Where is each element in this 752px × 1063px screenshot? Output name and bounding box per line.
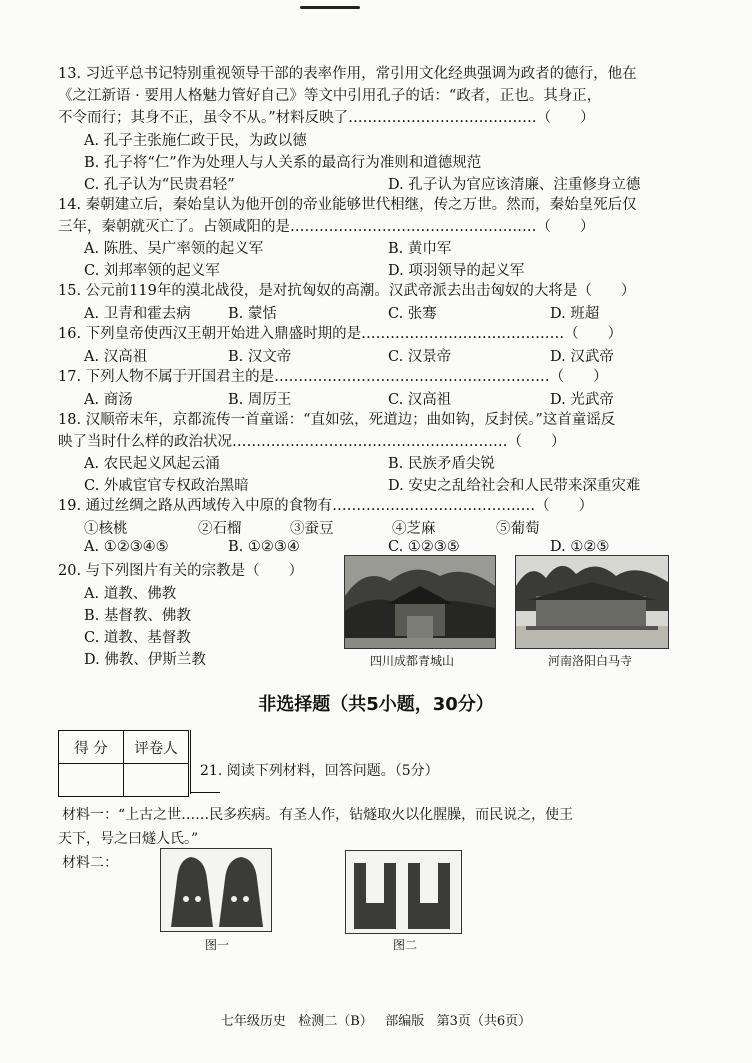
q14-option-a: A. 陈胜、吴广率领的起义军 (84, 241, 264, 257)
question-19 (58, 495, 698, 517)
q16-option-c: C. 汉景帝 (388, 349, 452, 365)
q13-option-c: C. 孔子认为“民贵君轻” (84, 177, 235, 193)
q17-option-a: A. 商汤 (84, 392, 133, 408)
qingcheng-caption: 四川成都青城山 (370, 654, 455, 668)
q17-option-d: D. 光武帝 (550, 392, 614, 408)
q19-option-c: C. ①②③⑤ (388, 539, 460, 555)
q13-option-b: B. 孔子将“仁”作为处理人与人关系的最高行为准则和道德规范 (84, 155, 482, 171)
q16-option-b: B. 汉文帝 (228, 349, 292, 365)
q18-line-2: 映了当时什么样的政治状况…………………………………………………（ ） (58, 434, 566, 450)
question-15 (58, 280, 698, 302)
q15-line-1: 15. 公元前119年的漠北战役，是对抗匈奴的高潮。汉武帝派去出击匈奴的大将是（ ） (58, 283, 636, 299)
q18-line-1: 18. 汉顺帝末年，京都流传一首童谣：“直如弦，死道边；曲如钩，反封侯。”这首童谣反 (58, 412, 616, 428)
q14-line-2: 三年，秦朝就灭亡了。占领咸阳的是……………………………………………（ ） (58, 219, 595, 235)
q15-option-d: D. 班超 (550, 306, 600, 322)
q17-line-1: 17. 下列人物不属于开国君主的是…………………………………………………（ ） (58, 369, 608, 385)
q13-line-3: 不令而行；其身不正，虽令不从。”材料反映了…………………………………（ ） (58, 110, 595, 126)
q19-option-d: D. ①②⑤ (550, 539, 610, 555)
baima-temple-photo (515, 555, 669, 649)
question-13 (58, 63, 698, 129)
score-cell[interactable] (59, 764, 124, 797)
table-bottom-line (190, 792, 220, 793)
q20-option-c: C. 道教、基督教 (84, 630, 191, 646)
q13-option-d: D. 孔子认为官应该清廉、注重修身立德 (388, 177, 641, 193)
q19-item-1: ①核桃 (84, 521, 128, 537)
score-header: 得 分 (59, 731, 124, 764)
question-21-title: 21. 阅读下列材料，回答问题。（5分） (200, 763, 439, 779)
q19-item-3: ③蚕豆 (290, 521, 334, 537)
q19-item-2: ②石榴 (198, 521, 242, 537)
q16-line-1: 16. 下列皇帝使西汉王朝开始进入鼎盛时期的是……………………………………（ ） (58, 326, 623, 342)
table-side-line (190, 730, 191, 794)
q16-option-a: A. 汉高祖 (84, 349, 148, 365)
baima-caption: 河南洛阳白马寺 (548, 654, 633, 668)
q14-option-b: B. 黄巾军 (388, 241, 452, 257)
section-title: 非选择题（共5小题，30分） (258, 694, 494, 715)
q20-line-1: 20. 与下列图片有关的宗教是（ ） (58, 563, 304, 579)
score-table (58, 730, 189, 797)
q18-option-d: D. 安史之乱给社会和人民带来深重灾难 (388, 478, 641, 494)
q16-option-d: D. 汉武帝 (550, 349, 614, 365)
q17-option-b: B. 周厉王 (228, 392, 292, 408)
q19-option-a: A. ①②③④⑤ (84, 539, 169, 555)
q20-option-d: D. 佛教、伊斯兰教 (84, 652, 206, 668)
q15-option-a: A. 卫青和霍去病 (84, 306, 191, 322)
question-16 (58, 323, 698, 345)
q14-option-d: D. 项羽领导的起义军 (388, 263, 525, 279)
q15-option-b: B. 蒙恬 (228, 306, 277, 322)
figure-2-photo (345, 850, 462, 934)
grader-header: 评卷人 (124, 731, 189, 764)
page-footer: 七年级历史 检测二（B） 部编版 第3页（共6页） (220, 1014, 532, 1029)
top-scan-mark (300, 6, 360, 9)
material-1-line-1: 材料一：“上古之世……民多疾病。有圣人作，钻燧取火以化腥臊，而民说之，使王 (62, 807, 574, 823)
q15-option-c: C. 张骞 (388, 306, 437, 322)
material-1-line-2: 天下，号之曰燧人氏。” (58, 831, 199, 847)
figure-1-caption: 图一 (205, 938, 230, 952)
q13-option-a: A. 孔子主张施仁政于民，为政以德 (84, 133, 307, 149)
q19-option-b: B. ①②③④ (228, 539, 300, 555)
q13-line-1: 13. 习近平总书记特别重视领导干部的表率作用，常引用文化经典强调为政者的德行，他在 (58, 66, 637, 82)
q19-item-5: ⑤葡萄 (496, 521, 540, 537)
question-14 (58, 194, 698, 238)
q14-line-1: 14. 秦朝建立后，秦始皇认为他开创的帝业能够世代相继，传之万世。然而，秦始皇死后仅 (58, 197, 637, 213)
q18-option-a: A. 农民起义风起云涌 (84, 456, 220, 472)
q13-line-2: 《之江新语 · 要用人格魅力管好自己》等文中引用孔子的话：“政者，正也。其身正， (58, 88, 602, 104)
q18-option-c: C. 外戚宦官专权政治黑暗 (84, 478, 249, 494)
q19-item-4: ④芝麻 (392, 521, 436, 537)
grader-cell[interactable] (124, 764, 189, 797)
q19-line-1: 19. 通过丝绸之路从西域传入中原的食物有……………………………………（ ） (58, 498, 594, 514)
q20-option-b: B. 基督教、佛教 (84, 608, 191, 624)
question-18 (58, 409, 698, 453)
q18-option-b: B. 民族矛盾尖锐 (388, 456, 495, 472)
q17-option-c: C. 汉高祖 (388, 392, 452, 408)
qingcheng-mountain-photo (344, 555, 496, 649)
question-17 (58, 366, 698, 388)
material-2-label: 材料二： (62, 855, 118, 871)
figure-2-caption: 图二 (393, 938, 418, 952)
figure-1-photo (160, 848, 272, 932)
q14-option-c: C. 刘邦率领的起义军 (84, 263, 220, 279)
q20-option-a: A. 道教、佛教 (84, 586, 177, 602)
